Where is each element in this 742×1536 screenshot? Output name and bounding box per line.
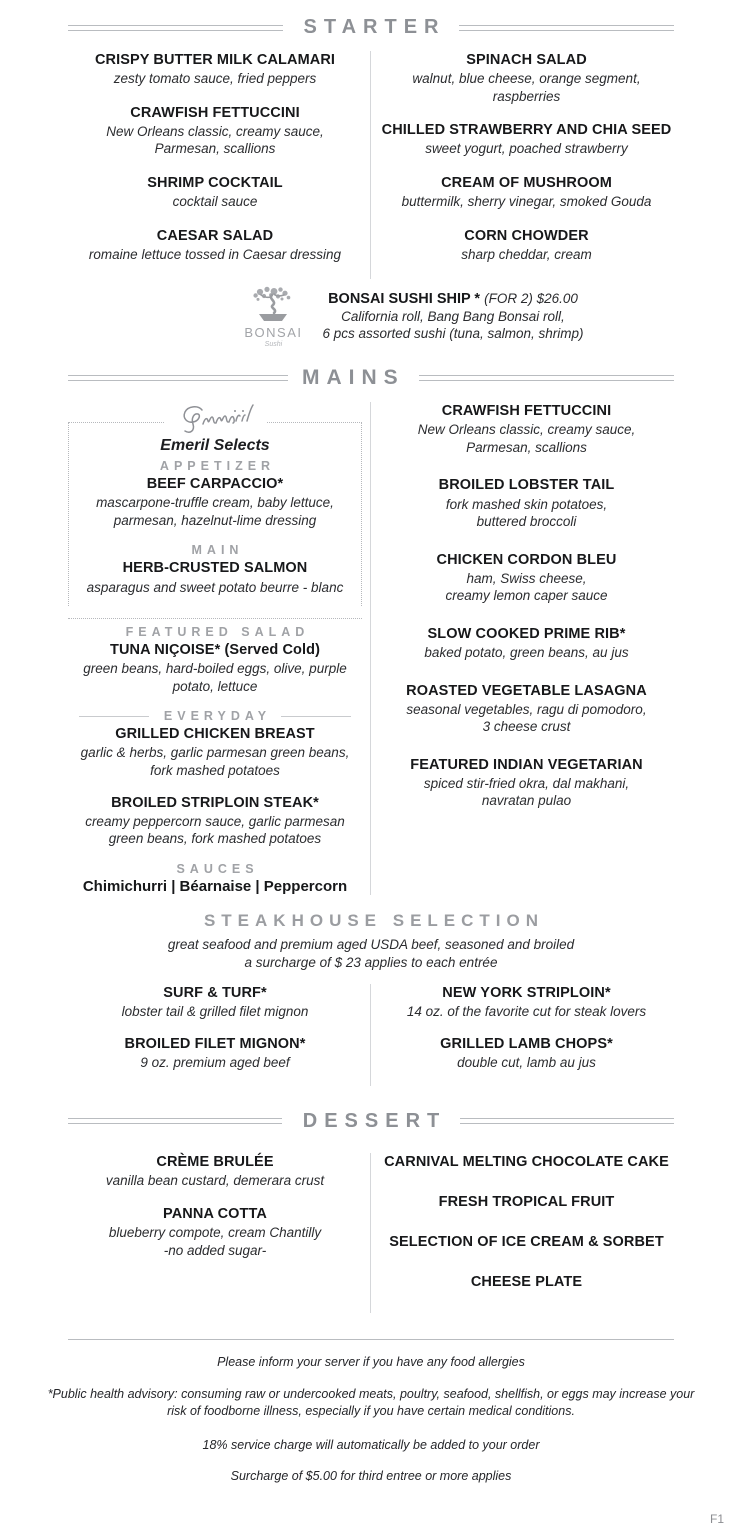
bonsai-feature-row [60,285,682,348]
footer-divider [68,1339,674,1340]
item-name: FRESH TROPICAL FRUIT [438,1193,615,1210]
item-desc: spiced stir-fried okra, dal makhani, navratan pulao [423,775,630,809]
header-rule-right [459,25,674,31]
everyday-label: EVERYDAY [163,709,272,724]
appetizer-label: APPETIZER [159,459,276,474]
header-rule-left [68,1118,282,1124]
item-desc: 14 oz. of the favorite cut for steak lovers [406,1004,647,1020]
item-name: ROASTED VEGETABLE LASAGNA [406,682,647,699]
item-desc: mascarpone-truffle cream, baby lettuce, parmesan, hazelnut-lime dressing [96,495,334,528]
item-desc: sweet yogurt, poached strawberry [425,141,628,157]
emeril-script-icon [172,402,258,436]
steakhouse-note: great seafood and premium aged USDA beef, seasoned and broiled a surcharge of $ 23 applies to each entrée [167,936,575,970]
menu-item [379,1193,674,1211]
item-name: BROILED STRIPLOIN STEAK* [111,794,319,811]
item-name: FEATURED INDIAN VEGETARIAN [410,756,643,773]
emeril-appetizer-item [73,475,357,529]
item-name: CRAWFISH FETTUCCINI [130,104,300,121]
menu-item [379,51,674,105]
mains-right-column [371,402,682,830]
menu-item [379,625,674,662]
item-name: CRAWFISH FETTUCCINI [441,403,612,420]
menu-item [68,174,362,211]
bonsai-item-name [322,291,583,307]
starter-title: STARTER [303,16,446,38]
item-name: SHRIMP COCKTAIL [147,174,283,191]
bonsai-logo [238,285,308,348]
everyday-label-row [68,709,362,723]
service-charge-note: 18% service charge will automatically be added to your order [202,1437,540,1452]
item-name: CARNIVAL MELTING CHOCOLATE CAKE [384,1153,669,1170]
menu-item [379,551,674,605]
item-desc: cocktail sauce [172,194,258,210]
item-name: HERB-CRUSTED SALMON [122,560,308,577]
bonsai-item-text [322,291,583,343]
featured-salad-item [68,641,362,695]
item-name: CRISPY BUTTER MILK CALAMARI [94,52,336,68]
menu-item [68,227,362,264]
item-name: CHEESE PLATE [470,1273,583,1290]
starter-columns [60,51,682,279]
item-name: GRILLED LAMB CHOPS* [440,1035,613,1052]
menu-item [68,1035,362,1072]
item-name: BROILED LOBSTER TAIL [438,477,615,494]
menu-item [68,984,362,1021]
item-desc: ham, Swiss cheese, creamy lemon caper sauce [445,570,608,604]
item-name: NEW YORK STRIPLOIN* [442,985,611,1002]
item-name: CORN CHOWDER [464,227,589,244]
bonsai-tree-icon [247,285,299,325]
menu-item [379,1035,674,1072]
menu-item [379,227,674,264]
item-name: CREAM OF MUSHROOM [441,174,612,191]
steakhouse-title: STEAKHOUSE SELECTION [203,910,545,930]
bonsai-sub-wordmark: Sushi [264,341,283,349]
dessert-left-column [60,1153,371,1314]
item-desc: blueberry compote, cream Chantilly -no added sugar- [108,1225,322,1258]
menu-item [379,1153,674,1171]
health-advisory-note: *Public health advisory: consuming raw or undercooked meats, poultry, seafood, shellfish, or eggs may increase your risk of foodborne illness, especially if you have certain medical conditions. [47,1386,695,1419]
item-desc: double cut, lamb au jus [457,1055,596,1071]
item-name: SPINACH SALAD [466,52,587,68]
starter-section [0,0,742,348]
dessert-title: DESSERT [302,1109,447,1132]
item-desc: seasonal vegetables, ragu di pomodoro, 3 cheese crust [406,701,647,735]
item-desc: zesty tomato sauce, fried peppers [113,71,317,87]
dessert-columns [60,1153,682,1314]
allergy-note: Please inform your server if you have any food allergies [217,1355,525,1370]
item-name: CHILLED STRAWBERRY AND CHIA SEED [381,122,672,139]
starter-header [68,16,674,39]
bonsai-name-text: BONSAI SUSHI SHIP * [328,290,481,307]
item-name: CHICKEN CORDON BLEU [436,551,617,568]
menu-item [68,104,362,158]
dessert-header [68,1110,674,1133]
menu-item [68,1153,362,1190]
sauces-label: SAUCES [176,861,259,876]
everyday-rule-left [79,716,149,717]
menu-item [379,402,674,456]
everyday-rule-right [281,716,351,717]
steakhouse-section [0,911,742,1086]
item-desc: lobster tail & grilled filet mignon [121,1004,309,1020]
everyday-items [68,725,362,847]
item-name: CAESAR SALAD [156,227,274,244]
item-name: SURF & TURF* [163,985,267,1002]
item-desc: New Orleans classic, creamy sauce, Parmesan, scallions [417,422,636,455]
emeril-selects-box [68,422,362,606]
menu-item [379,682,674,736]
item-name: TUNA NIÇOISE* (Served Cold) [109,642,321,659]
mains-rule-right [419,375,674,381]
item-name: GRILLED CHICKEN BREAST [115,726,315,743]
menu-item [379,756,674,810]
menu-item [68,794,362,848]
item-name: SLOW COOKED PRIME RIB* [427,625,626,642]
item-desc: green beans, hard-boiled eggs, olive, purple potato, lettuce [83,661,347,694]
mains-left-column [60,402,371,895]
menu-item [379,1273,674,1291]
item-desc: romaine lettuce tossed in Caesar dressing [88,246,342,262]
item-desc: garlic & herbs, garlic parmesan green beans, fork mashed potatoes [80,745,350,779]
menu-item [68,1205,362,1259]
page-corner-mark: F1 [709,1512,724,1526]
item-desc: vanilla bean custard, demerara crust [105,1172,325,1188]
menu-item [379,476,674,530]
item-desc: buttermilk, sherry vinegar, smoked Gouda [401,194,652,210]
item-desc: baked potato, green beans, au jus [424,645,629,661]
item-name: SELECTION OF ICE CREAM & SORBET [389,1233,664,1250]
emeril-selects-label: Emeril Selects [160,437,270,455]
mains-title: MAINS [302,366,405,390]
item-desc: creamy peppercorn sauce, garlic parmesan green beans, fork mashed potatoes [85,813,345,847]
footer-notes [40,1354,702,1486]
starter-left-column [60,51,371,279]
menu-item [379,984,674,1021]
item-desc: sharp cheddar, cream [461,246,592,262]
steakhouse-columns [60,984,682,1085]
mains-columns [60,402,682,895]
menu-item [379,121,674,158]
menu-item [68,725,362,779]
bonsai-wordmark: BONSAI [244,325,303,341]
header-rule-right [460,1118,674,1124]
item-name: PANNA COTTA [163,1206,267,1223]
item-name: CRÈME BRULÉE [156,1153,274,1170]
item-desc: New Orleans classic, creamy sauce, Parmesan, scallions [106,123,324,157]
bonsai-price-note: (FOR 2) $26.00 [484,290,578,306]
header-rule-left [68,25,283,31]
starter-right-column [371,51,682,279]
steakhouse-right-column [371,984,682,1085]
item-desc: walnut, blue cheese, orange segment, raspberries [412,71,641,104]
featured-salad-block [68,619,362,695]
mains-header [0,366,742,390]
emeril-main-item [73,559,357,596]
dessert-right-column [371,1153,682,1314]
mains-rule-left [68,375,288,381]
item-name: BROILED FILET MIGNON* [124,1035,306,1052]
featured-salad-label: FEATURED SALAD [125,625,310,640]
steakhouse-left-column [60,984,371,1085]
item-desc: 9 oz. premium aged beef [140,1055,290,1071]
menu-item [68,51,362,88]
sauces-list: Chimichurri | Béarnaise | Peppercorn [82,877,348,895]
surcharge-note: Surcharge of $5.00 for third entree or more applies [230,1469,512,1484]
mains-section [0,366,742,895]
bonsai-item-desc: California roll, Bang Bang Bonsai roll, 6 pcs assorted sushi (tuna, salmon, shrimp) [322,308,584,342]
item-desc: asparagus and sweet potato beurre - blanc [86,579,344,595]
menu-item [379,174,674,211]
item-name: BEEF CARPACCIO* [146,476,284,493]
main-label: MAIN [191,543,244,558]
item-desc: fork mashed skin potatoes, buttered broccoli [445,496,608,530]
menu-item [379,1233,674,1251]
dessert-section [0,1110,742,1314]
emeril-signature [164,402,266,436]
